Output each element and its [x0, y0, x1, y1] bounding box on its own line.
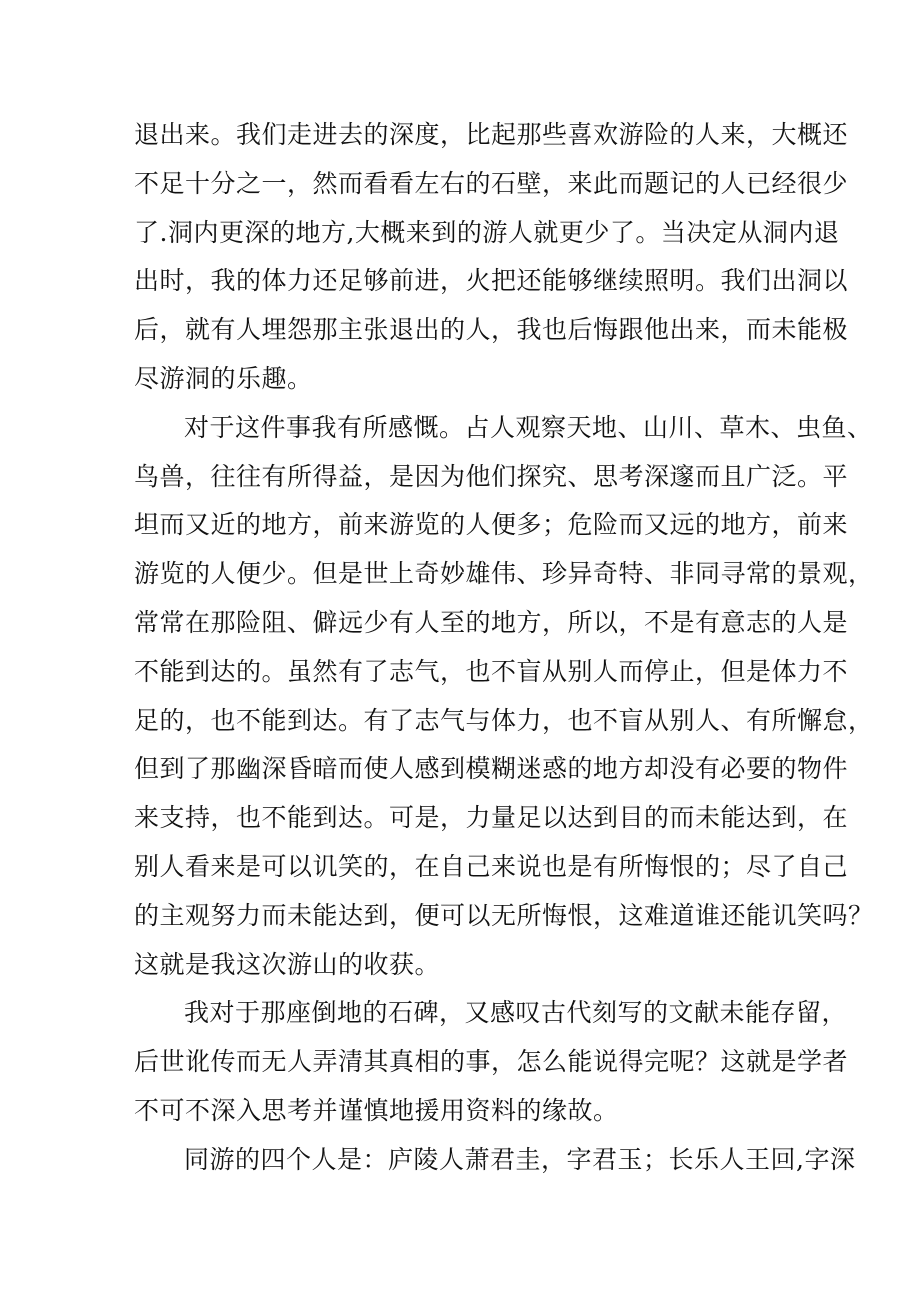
text-line: 了.洞内更深的地方,大概来到的游人就更少了。当决定从洞内退	[134, 217, 840, 247]
body-text	[134, 111, 874, 1185]
text-line: 不足十分之一，然而看看左右的石壁，来此而题记的人已经很少	[134, 168, 849, 198]
paragraph	[134, 404, 874, 990]
text-line: 后世讹传而无人弄清其真相的事，怎么能说得完呢？这就是学者	[134, 1047, 849, 1077]
text-line: 但到了那幽深昏暗而使人感到模糊迷惑的地方却没有必要的物件	[134, 754, 849, 784]
text-line: 游览的人便少。但是世上奇妙雄伟、珍异奇特、非同寻常的景观，	[134, 559, 874, 589]
text-line: 后，就有人埋怨那主张退出的人，我也后悔跟他出来，而未能极	[134, 315, 849, 345]
paragraph	[134, 111, 849, 404]
text-line: 来支持，也不能到达。可是，力量足以达到目的而未能达到，在	[134, 803, 849, 833]
paragraph	[134, 989, 849, 1135]
text-line: 尽游洞的乐趣。	[134, 363, 313, 393]
text-line: 我对于那座倒地的石碑，又感叹古代刻写的文献未能存留，	[184, 998, 848, 1028]
paragraph	[134, 1136, 856, 1185]
text-line: 同游的四个人是：庐陵人萧君圭，字君玉；长乐人王回,字深	[184, 1144, 856, 1174]
text-line: 常常在那险阻、僻远少有人至的地方，所以，不是有意志的人是	[134, 607, 849, 637]
text-line: 不能到达的。虽然有了志气，也不盲从别人而停止，但是体力不	[134, 656, 849, 686]
text-line: 不可不深入思考并谨慎地援用资料的缘故。	[134, 1095, 619, 1125]
text-line: 坦而又近的地方，前来游览的人便多；危险而又远的地方，前来	[134, 510, 849, 540]
text-line: 鸟兽，往往有所得益，是因为他们探究、思考深邃而且广泛。平	[134, 461, 849, 491]
text-line: 对于这件事我有所感慨。占人观察天地、山川、草木、虫鱼、	[184, 412, 873, 442]
text-line: 出时，我的体力还足够前进，火把还能够继续照明。我们出洞以	[134, 266, 849, 296]
text-line: 别人看来是可以讥笑的，在自己来说也是有所悔恨的；尽了自己	[134, 851, 849, 881]
text-line: 的主观努力而未能达到，便可以无所悔恨，这难道谁还能讥笑吗？	[134, 900, 874, 930]
text-line: 退出来。我们走进去的深度，比起那些喜欢游险的人来，大概还	[134, 120, 849, 149]
text-line: 这就是我这次游山的收获。	[134, 949, 441, 979]
text-line: 足的，也不能到达。有了志气与体力，也不盲从别人、有所懈怠，	[134, 705, 874, 735]
